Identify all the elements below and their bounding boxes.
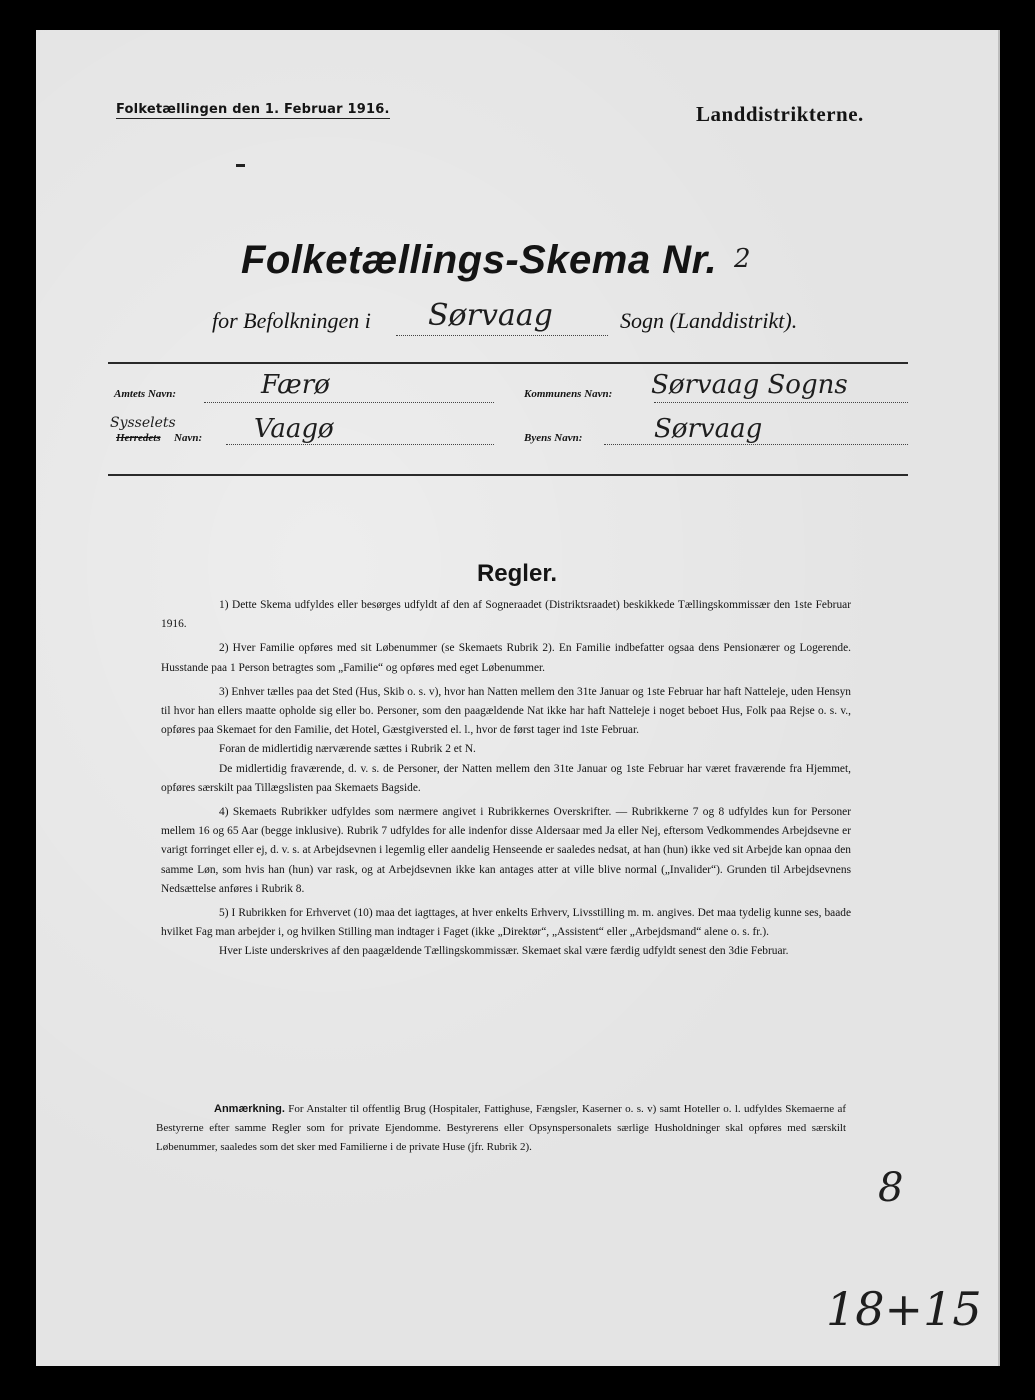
amt-value-handwritten: Færø bbox=[261, 370, 330, 400]
rule-2: 2) Hver Familie opføres med sit Løbenummer (se Skemaets Rubrik 2). En Familie indbefatter ogsaa dens Pensionærer og Logerende. Husstande paa 1 Person betragtes som „Familie“ og opføres med eget Løbenummer. bbox=[161, 642, 851, 674]
herred-value-handwritten: Vaagø bbox=[254, 414, 334, 444]
herred-label-struck: Herredets bbox=[116, 432, 161, 444]
by-dotted-line bbox=[604, 444, 908, 445]
rules-list bbox=[161, 596, 851, 967]
by-label: Byens Navn: bbox=[524, 432, 583, 444]
rule-3: 3) Enhver tælles paa det Sted (Hus, Skib o. s. v), hvor han Natten mellem den 31te Januar og 1ste Februar har haft Natteleje, uden Hensyn til hvor han ellers maatte opholde sig eller bo. Personer, som den paagældende Nat ikke har haft Natteleje i noget beboet Hus, Folk paa Rejse o. s. v., opføres paa Skemaet for den Familie, det Hotel, Gæstgiversted el. l., hvor de først tager ind 1ste Februar. bbox=[161, 685, 851, 737]
kommune-value-handwritten: Sørvaag Sogns bbox=[651, 370, 848, 400]
syssel-label-handwritten: Sysselets bbox=[110, 415, 176, 431]
census-form-page bbox=[36, 30, 1000, 1366]
sogn-handwritten: Sørvaag bbox=[428, 298, 553, 333]
ink-mark bbox=[236, 164, 245, 167]
district-type-header: Landdistrikterne. bbox=[696, 102, 864, 126]
fields-bottom-rule bbox=[108, 474, 908, 476]
rules-heading: Regler. bbox=[476, 560, 558, 587]
note-title: Anmærkning. bbox=[214, 1103, 285, 1115]
rule-4: 4) Skemaets Rubrikker udfyldes som nærmere angivet i Rubrikkernes Overskrifter. — Rubrikkerne 7 og 8 udfyldes kun for Personer mellem 16 og 65 Aar (begge inklusive). Rubrik 7 udfyldes for alle indenfor disse Aldersaar med Ja eller Nej, eftersom Vedkommendes Arbejdsevne er varigt forringet eller ej, d. v. s. at Arbejdsevnen i legemlig eller aandelig Henseende er saaledes nedsat, at han (hun) ikke ved sit Arbejde kan opnaa den samme Løn, som hvis han (hun) var rask, og at Arbejdsevnen ikke kan antages atter at ville blive normal („Invalider“). Grunden til Arbejdsevnens Nedsættelse anføres i Rubrik 8. bbox=[161, 806, 851, 895]
rule-5-signature-note: Hver Liste underskrives af den paagældende Tællingskommissær. Skemaet skal være færdig udfyldt senest den 3die Februar. bbox=[219, 945, 789, 958]
tally-handwritten: 18+15 bbox=[826, 1282, 982, 1336]
kommune-label: Kommunens Navn: bbox=[524, 388, 613, 400]
kommune-dotted-line bbox=[654, 402, 908, 403]
herred-dotted-line bbox=[226, 444, 494, 445]
rule-3-absent-note: De midlertidig fraværende, d. v. s. de Personer, der Natten mellem den 31te Januar og 1ste Februar har været fraværende fra Hjemmet, opføres særskilt paa Tillægslisten paa Skemaets Bagside. bbox=[161, 762, 851, 794]
rule-3-marker-note: Foran de midlertidig nærværende sættes i Rubrik 2 et N. bbox=[219, 743, 476, 756]
note-paragraph bbox=[156, 1100, 846, 1158]
subtitle-prefix: for Befolkningen i bbox=[212, 308, 371, 333]
top-rule bbox=[108, 362, 908, 364]
amt-dotted-line bbox=[204, 402, 494, 403]
subtitle-suffix: Sogn (Landdistrikt). bbox=[620, 308, 798, 333]
amt-label: Amtets Navn: bbox=[114, 388, 177, 400]
form-title: Folketællings-Skema Nr. bbox=[241, 238, 718, 282]
page-mark-handwritten: 8 bbox=[878, 1165, 904, 1211]
note-text: For Anstalter til offentlig Brug (Hospitaler, Fattighuse, Fængsler, Kaserner o. s. v) samt Hoteller o. l. udfyldes Skemaerne af Bestyrerne efter samme Regler som for private Ejendomme. Bestyrerens eller Opsynspersonalets særlige Husholdninger skal opføres med særskilt Løbenummer, saaledes som det sker med Familierne i de private Huse (jfr. Rubrik 2). bbox=[156, 1103, 847, 1154]
rule-5: 5) I Rubrikken for Erhvervet (10) maa det iagttages, at hver enkelts Erhverv, Livsstilling m. m. angives. Det maa tydelig kunne ses, baade hvilket Fag man arbejder i, og hvilken Stilling man indtager i Faget (ikke „Direktør“, „Assistent“ eller „Arbejdsmand“ alene o. s. fr.). bbox=[161, 907, 851, 939]
rule-1: 1) Dette Skema udfyldes eller besørges udfyldt af den af Sogneraadet (Distriktsraadet) beskikkede Tællingskommissær den 1ste Februar 1916. bbox=[161, 599, 851, 631]
census-date-header: Folketællingen den 1. Februar 1916. bbox=[116, 102, 390, 117]
form-number-handwritten: 2 bbox=[734, 244, 751, 274]
sogn-dotted-line bbox=[396, 335, 608, 336]
herred-label-suffix: Navn: bbox=[174, 432, 203, 444]
by-value-handwritten: Sørvaag bbox=[654, 414, 763, 444]
